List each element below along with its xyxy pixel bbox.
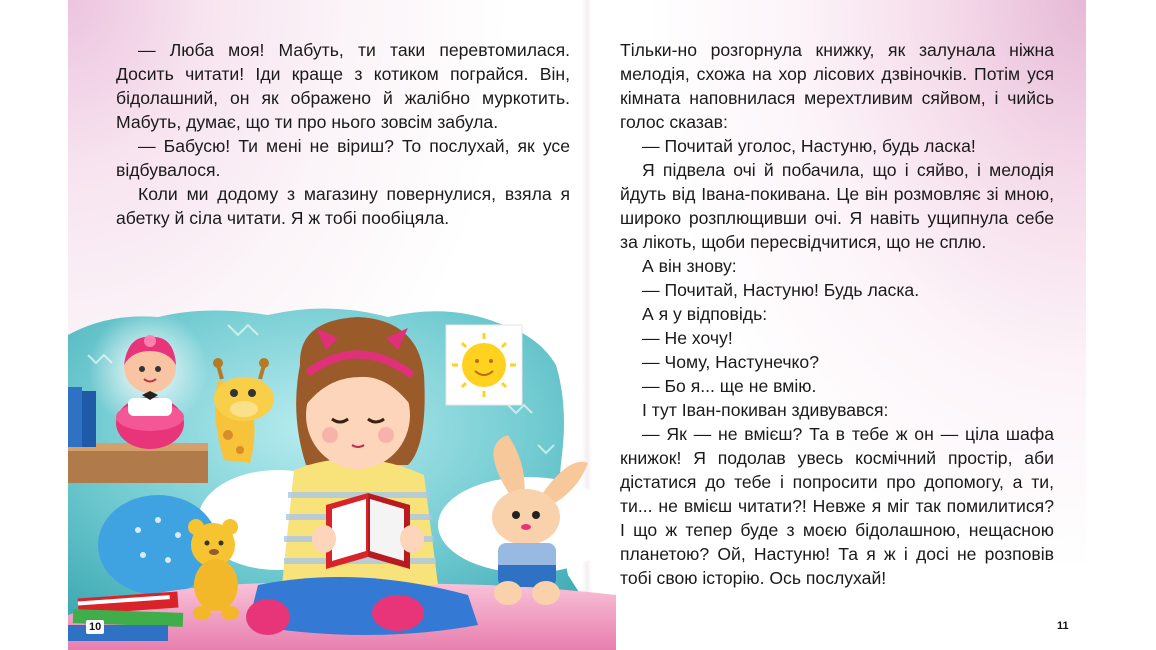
reading-girl-illustration [68, 295, 616, 650]
paragraph: — Як — не вмієш? Та в тебе ж он — ціла шафа книжок! Я подолав увесь космічний простір, аби дістатися до тебе і попросити про допомогу, а ти, ти... не вмієш читати?! Невже я міг так помилитися? І що ж тепер буде з моєю бідолашною, нещасною планетою? Ой, Настуню! Та я ж і досі не розповів тобі свою історію. Ось послухай! [620, 424, 1054, 588]
page-number-left: 10 [86, 620, 104, 634]
paragraph: Я підвела очі й побачила, що і сяйво, і мелодія йдуть від Івана-покивана. Це він розмовляє зі мною, широко розплющивши очі. Я навіть ущипнула себе за лікоть, щоби пересвідчитися, що не сплю. [620, 160, 1054, 252]
paragraph: — Люба моя! Мабуть, ти таки перевтомилася. Досить читати! Іди краще з котиком пограйся. Він, бідолашний, он як ображено й жалібно муркотить. Мабуть, думає, що ти про нього зовсім забула. [116, 40, 570, 132]
shelf-books-icon [68, 387, 96, 447]
paragraph: — Почитай, Настуню! Будь ласка. [642, 280, 920, 300]
paragraph: — Чому, Настунечко? [642, 352, 819, 372]
left-white-margin [0, 0, 68, 650]
right-page-text [620, 38, 1054, 590]
paragraph: І тут Іван-покиван здивувався: [642, 400, 889, 420]
sun-drawing-icon [446, 325, 522, 405]
page-number-right: 11 [1057, 620, 1069, 632]
paragraph: Коли ми додому з магазину повернулися, взяла я абетку й сіла читати. Я ж тобі пообіцяла. [116, 184, 570, 228]
paragraph: — Почитай уголос, Настуню, будь ласка! [642, 136, 976, 156]
paragraph: — Не хочу! [642, 328, 733, 348]
paragraph: Тільки-но розгорнула книжку, як залунала ніжна мелодія, схожа на хор лісових дзвіночків. Потім уся кімната наповнилася мерехтливим сяйвом, і чийсь голос сказав: [620, 40, 1054, 132]
left-page-text [116, 38, 570, 230]
paragraph: А я у відповідь: [642, 304, 768, 324]
paragraph: — Бабусю! Ти мені не віриш? То послухай, як усе відбувалося. [116, 136, 570, 180]
paragraph: — Бо я... ще не вмію. [642, 376, 817, 396]
paragraph: А він знову: [642, 256, 737, 276]
book-spread [68, 0, 1086, 650]
right-white-margin [1086, 0, 1156, 650]
book-stack-icon [68, 592, 183, 641]
